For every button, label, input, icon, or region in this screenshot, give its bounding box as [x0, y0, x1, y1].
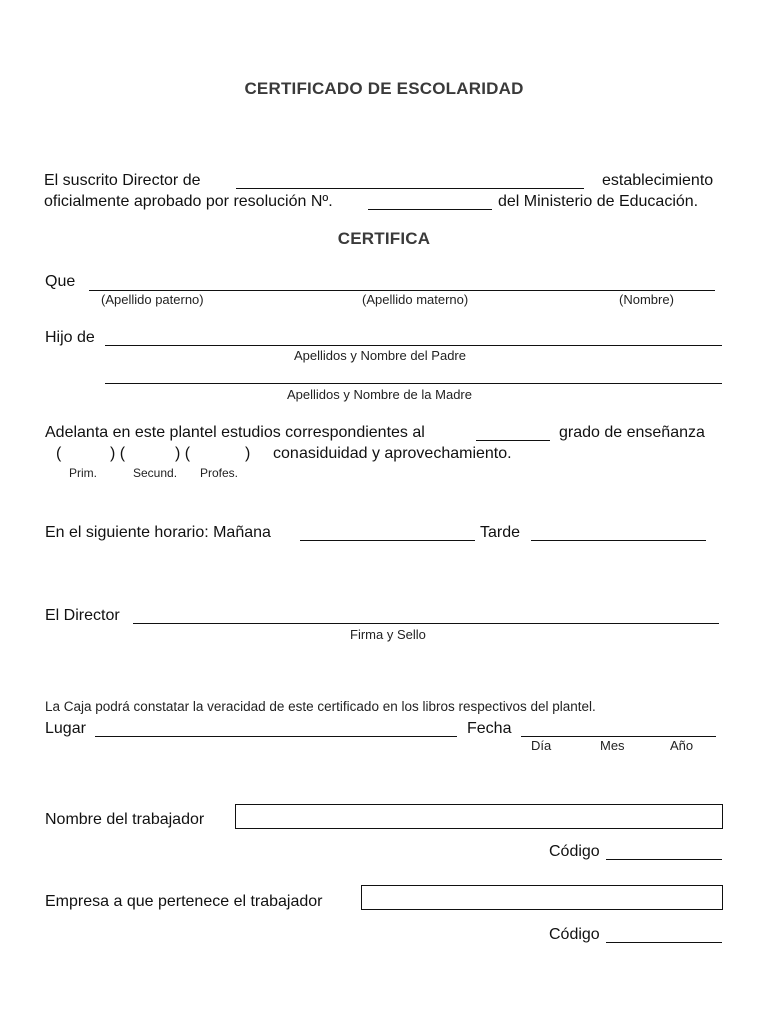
company-code-field[interactable] [606, 942, 722, 943]
horario-label: En el siguiente horario: Mañana [45, 524, 271, 541]
paren-open: ( [56, 445, 62, 462]
intro-line2-start: oficialmente aprobado por resolución Nº. [44, 193, 333, 210]
asiduidad-text: asiduidad y aprovechamiento. [299, 445, 512, 462]
afternoon-schedule-field[interactable] [531, 540, 706, 541]
codigo1-label: Código [549, 843, 600, 860]
apellido-materno-caption: (Apellido materno) [362, 292, 469, 307]
paren-mid1: ) ( [110, 445, 126, 462]
hijo-de-label: Hijo de [45, 329, 95, 346]
paren-close: ) [245, 445, 251, 462]
lugar-label: Lugar [45, 720, 86, 737]
certifica-heading: CERTIFICA [337, 229, 431, 248]
mes-caption: Mes [600, 738, 625, 753]
father-name-field[interactable] [105, 345, 722, 346]
mother-name-field[interactable] [105, 383, 722, 384]
page-title: CERTIFICADO DE ESCOLARIDAD [244, 79, 524, 98]
intro-line1-end: establecimiento [602, 172, 714, 189]
company-label: Empresa a que pertenece el trabajador [45, 893, 323, 910]
director-signature-field[interactable] [133, 623, 719, 624]
prim-caption: Prim. [69, 466, 97, 480]
worker-code-field[interactable] [606, 859, 722, 860]
caja-note: La Caja podrá constatar la veracidad de este certificado en los libros respectivos del plantel. [45, 699, 596, 714]
profes-caption: Profes. [200, 466, 239, 480]
student-name-field[interactable] [89, 290, 715, 291]
que-label: Que [45, 273, 76, 290]
padre-caption: Apellidos y Nombre del Padre [294, 348, 466, 363]
grade-field[interactable] [476, 440, 550, 441]
morning-schedule-field[interactable] [300, 540, 475, 541]
nombre-caption: (Nombre) [619, 292, 674, 307]
madre-caption: Apellidos y Nombre de la Madre [287, 387, 472, 402]
secund-caption: Secund. [133, 466, 178, 480]
codigo2-label: Código [549, 926, 600, 943]
dia-caption: Día [531, 738, 552, 753]
paren-mid2: ) ( [175, 445, 191, 462]
company-box[interactable] [361, 885, 723, 910]
director-label: El Director [45, 607, 120, 624]
date-field[interactable] [521, 736, 716, 737]
apellido-paterno-caption: (Apellido paterno) [101, 292, 204, 307]
con-text: con [273, 445, 299, 462]
intro-line1-start: El suscrito Director de [44, 172, 201, 189]
firma-sello-caption: Firma y Sello [350, 627, 426, 642]
intro-line2-end: del Ministerio de Educación. [498, 193, 699, 210]
estudios-line1-end: grado de enseñanza [559, 424, 705, 441]
place-field[interactable] [95, 736, 457, 737]
estudios-line1-start: Adelanta en este plantel estudios correspondientes al [45, 424, 425, 441]
resolution-number-field[interactable] [368, 209, 492, 210]
fecha-label: Fecha [467, 720, 512, 737]
tarde-label: Tarde [480, 524, 521, 541]
worker-name-box[interactable] [235, 804, 723, 829]
anio-caption: Año [670, 738, 694, 753]
school-name-field[interactable] [236, 188, 584, 189]
worker-name-label: Nombre del trabajador [45, 811, 205, 828]
